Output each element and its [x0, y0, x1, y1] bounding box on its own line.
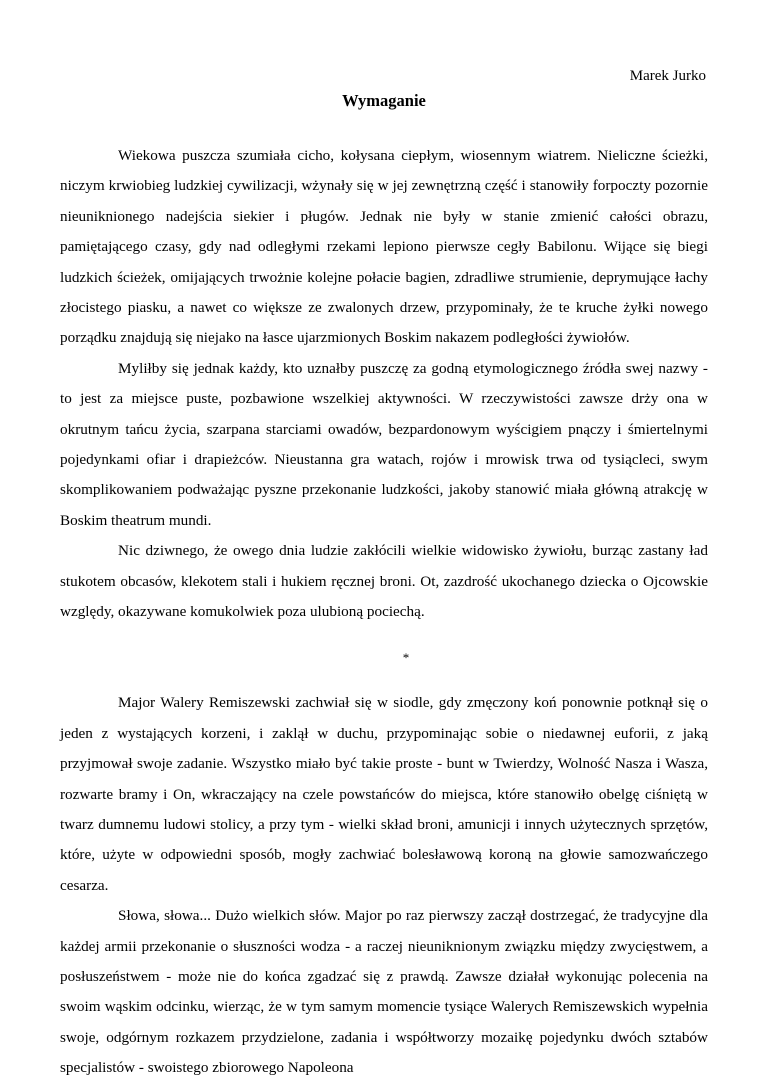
document-body: [60, 141, 708, 1084]
paragraph: Wiekowa puszcza szumiała cicho, kołysana ciepłym, wiosennym wiatrem. Nieliczne ścieżki, niczym krwiobieg ludzkiej cywilizacji, wżynały się w jej zewnętrzną część i stanowiły forpoczty pozornie nieuniknionego nadejścia siekier i pługów. Jednak nie były w stanie zmienić całości obrazu, pamiętającego czasy, gdy nad odległymi rzekami lepiono pierwsze cegły Babilonu. Wijące się biegi ludzkich ścieżek, omijających trwożnie kolejne połacie bagien, zdradliwe strumienie, deprymujące łachy złocistego piasku, a nawet co większe ze zwalonych drzew, przypominały, że te kruche żyłki nowego porządku znajdują się niejako na łasce ujarzmionych Boskim nakazem podległości żywiołów.: [60, 147, 708, 347]
paragraph: Słowa, słowa... Dużo wielkich słów. Major po raz pierwszy zaczął dostrzegać, że tradycyjne dla każdej armii przekonanie o słuszności wodza - a raczej nieuniknionym związku między zwycięstwem, a posłuszeństwem - może nie do końca zgadzać się z prawdą. Zawsze działał wykonując polecenia na swoim wąskim odcinku, wierząc, że w tym samym momencie tysiące Walerych Remiszewskich wypełnia swoje, odgórnym rozkazem przydzielone, zadania i współtworzy mozaikę pojedynku dwóch sztabów specjalistów - swoistego zbiorowego Napoleona: [60, 907, 708, 1077]
author-name: Marek Jurko: [629, 68, 706, 84]
section-separator: *: [402, 649, 410, 665]
paragraph: Nic dziwnego, że owego dnia ludzie zakłócili wielkie widowisko żywiołu, burząc zastany ład stukotem obcasów, klekotem stali i hukiem ręcznej broni. Ot, zazdrość ukochanego dziecka o Ojcowskie względy, okazywane komukolwiek poza ulubioną pociechą.: [60, 542, 708, 621]
document-title: Wymaganie: [342, 91, 426, 110]
paragraph: Major Walery Remiszewski zachwiał się w siodle, gdy zmęczony koń ponownie potknął się o jeden z wystających korzeni, i zaklął w duchu, przypominając sobie o niedawnej euforii, z jaką przyjmował swoje zadanie. Wszystko miało być takie proste - bunt w Twierdzy, Wolność Nasza i Wasza, rozwarte bramy i On, wkraczający na czele powstańców do miejsca, które stanowiło obelgę ciśniętą w twarz dumnemu ludowi stolicy, a przy tym - wielki skład broni, amunicji i innych użytecznych sprzętów, które, użyte w odpowiedni sposób, mogły zachwiać bolesławową koroną na głowie samozwańczego cesarza.: [60, 694, 708, 894]
paragraph: Myliłby się jednak każdy, kto uznałby puszczę za godną etymologicznego źródła swej nazwy - to jest za miejsce puste, pozbawione wszelkiej aktywności. W rzeczywistości zawsze drży ona w okrutnym tańcu życia, szarpana starciami owadów, bezpardonowym wyścigiem pnączy i śmiertelnymi pojedynkami ofiar i drapieżców. Nieustanna gra watach, rojów i mrowisk trwa od tysiącleci, swym skomplikowaniem podważając pyszne przekonanie ludzkości, jakoby stanowić miała główną atrakcję w Boskim theatrum mundi.: [60, 359, 708, 529]
